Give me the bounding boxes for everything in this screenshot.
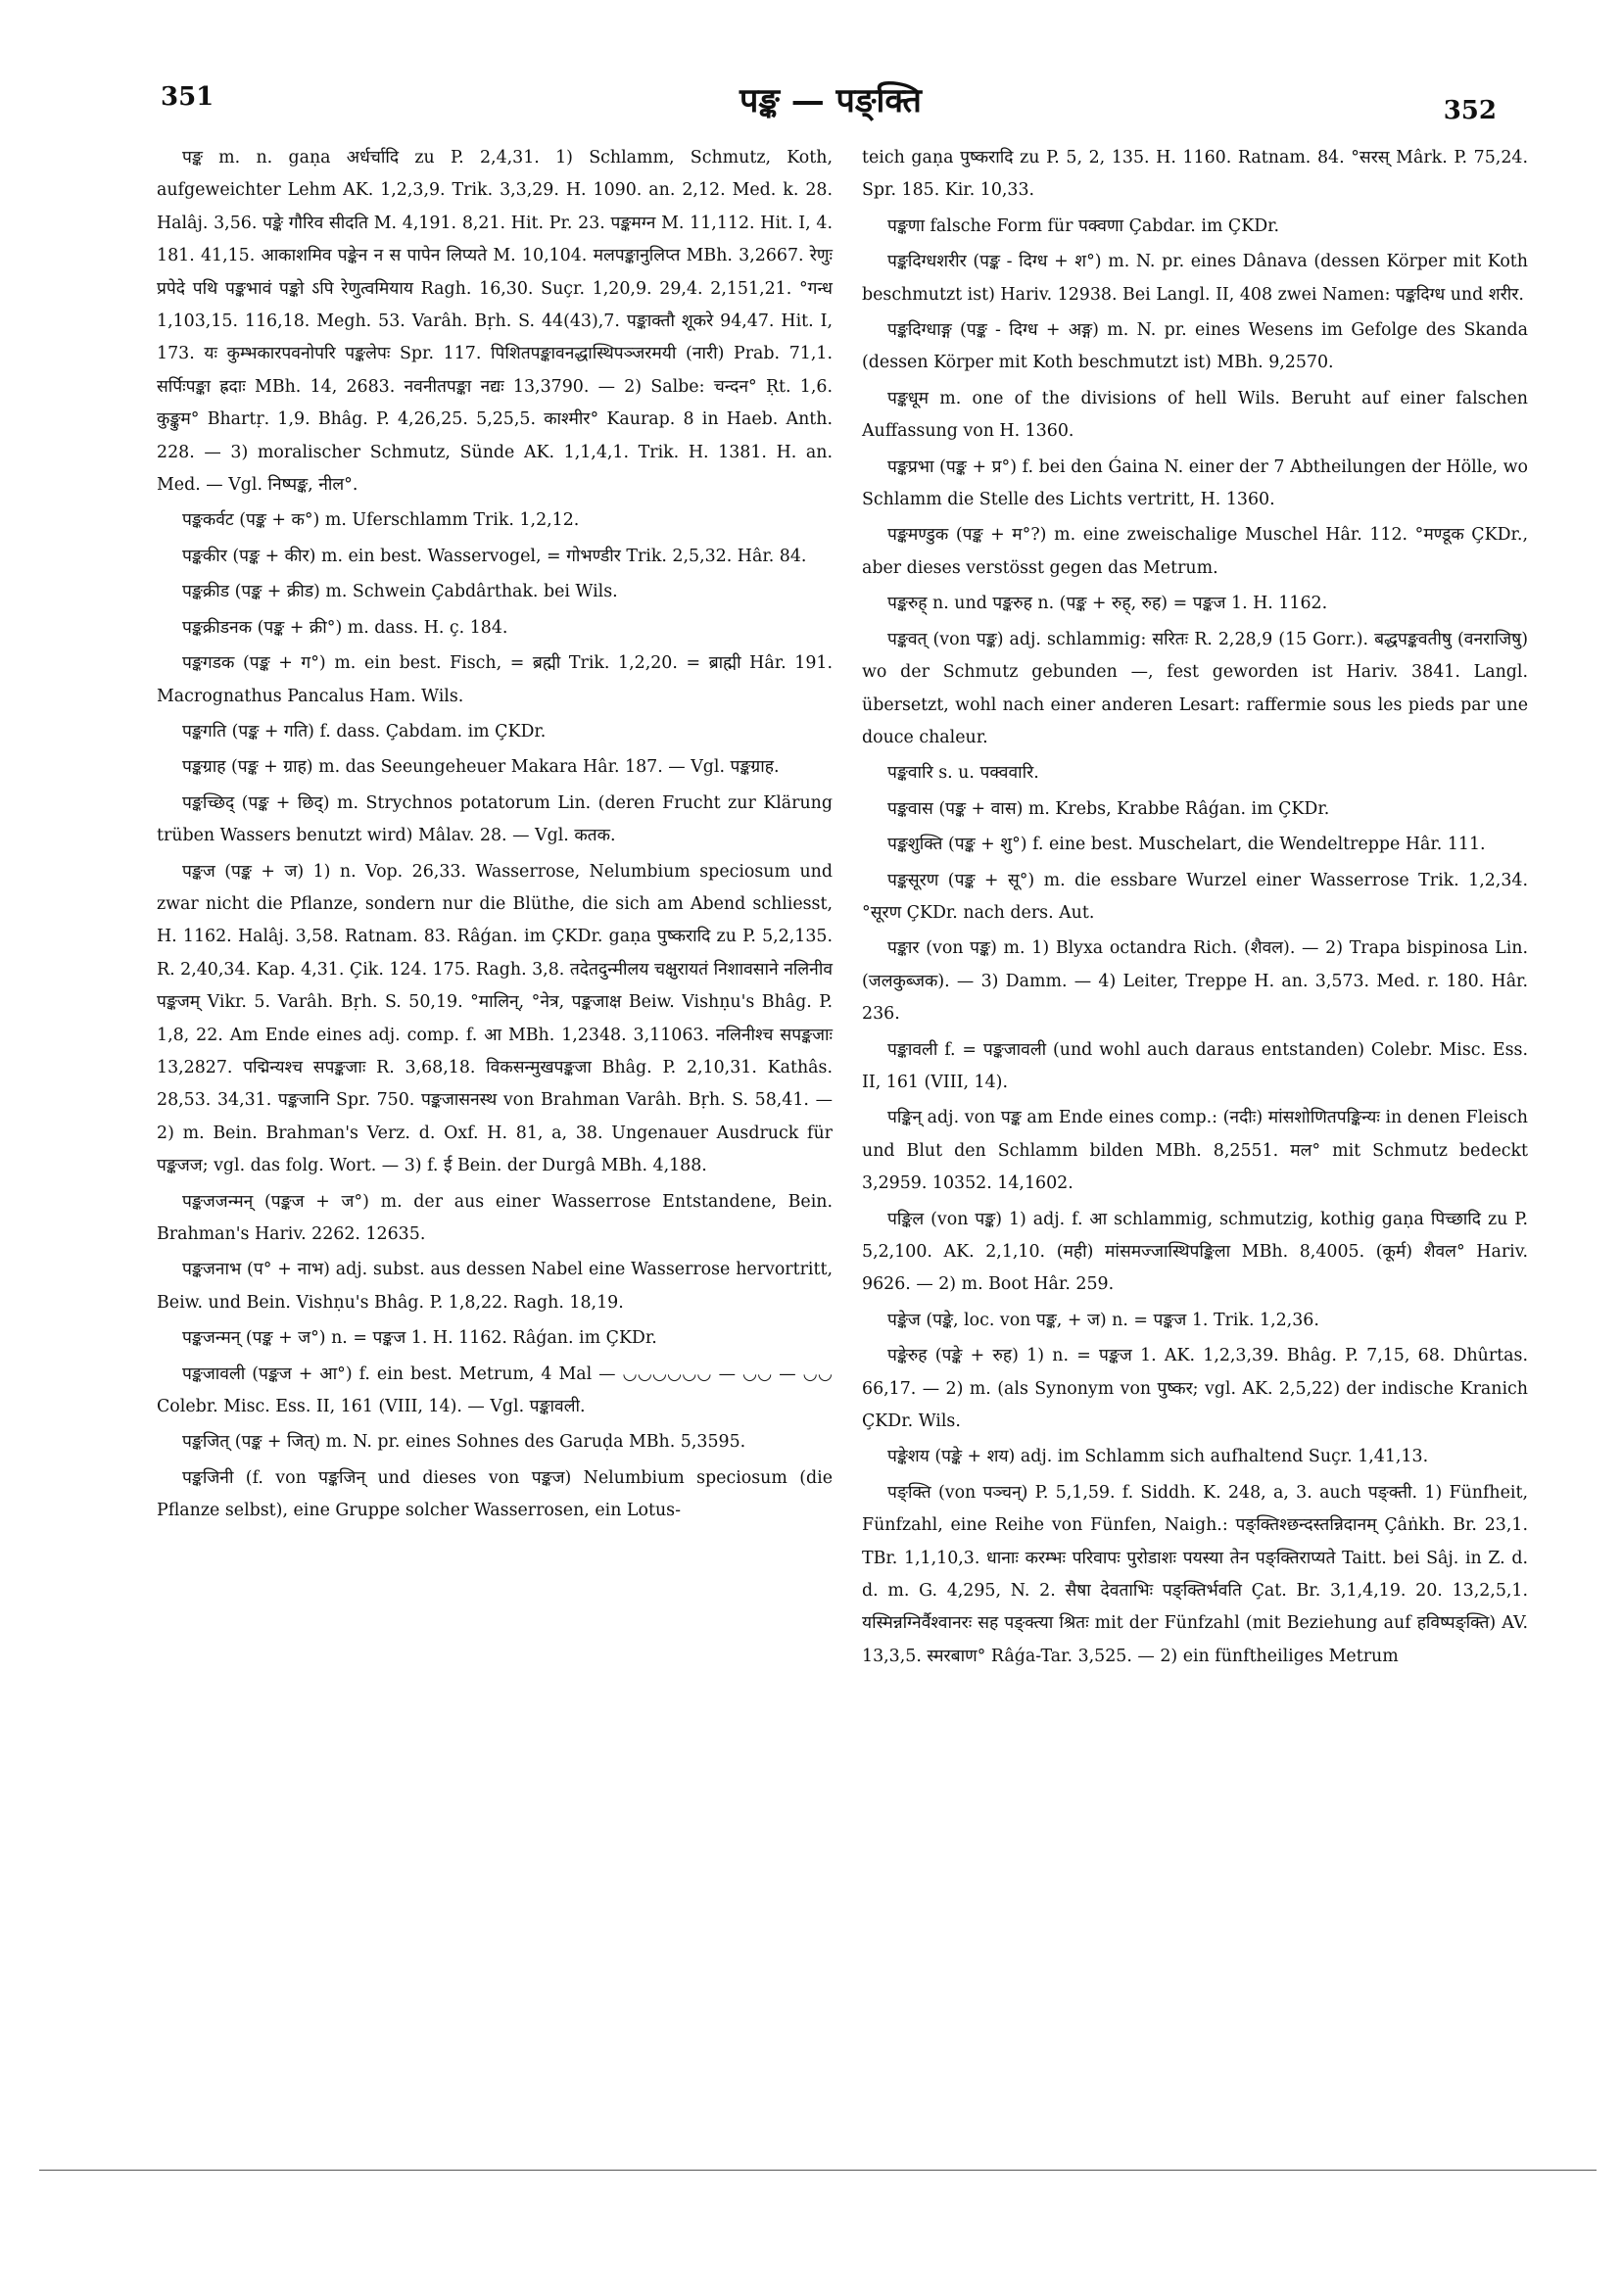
dictionary-entry: पङ्कवारि s. u. पक्ववारि. — [887, 763, 1039, 784]
dictionary-entry: पङ्ककर्वट (पङ्क + क°) m. Uferschlamm Trik. 1,2,12. — [182, 510, 580, 531]
dictionary-entry: पङ्किन् adj. von पङ्क am Ende eines comp.: (नदीः) मांसशोणितपङ्किन्यः in denen Fleisch und Blut den Schlamm bilden MBh. 8,2551. मल° mit Schmutz bedeckt 3,2959. 10352. 14,1602. — [862, 1108, 1528, 1194]
dictionary-entry: पङ्कदिग्धशरीर (पङ्क - दिग्ध + श°) m. N. pr. eines Dânava (dessen Körper mit Koth beschmutzt ist) Hariv. 12938. Bei Langl. II, 408 zwei Namen: पङ्कदिग्ध und शरीर. — [862, 252, 1528, 305]
dictionary-entry: पङ्कवास (पङ्क + वास) m. Krebs, Krabbe Râǵan. im ÇKDr. — [887, 798, 1330, 819]
dictionary-entry: पङ्ककीर (पङ्क + कीर) m. ein best. Wasservogel, = गोभण्डीर Trik. 2,5,32. Hâr. 84. — [182, 546, 807, 566]
dictionary-entry: पङ्कजावली (पङ्कज + आ°) f. ein best. Metrum, 4 Mal — ◡◡◡◡◡◡ — ◡◡ — ◡◡ Colebr. Misc. Ess. II, 161 (VIII, 14). — Vgl. पङ्कावली. — [157, 1363, 833, 1417]
dictionary-entry: पङ्कजनाभ (प° + नाभ) adj. subst. aus dessen Nabel eine Wasserrose hervortritt, Beiw. und Bein. Vishṇu's Bhâg. P. 1,8,22. Ragh. 18,19. — [157, 1260, 833, 1313]
dictionary-entry: पङ्कदिग्धाङ्ग (पङ्क - दिग्ध + अङ्ग) m. N. pr. eines Wesens im Gefolge des Skanda (dessen Körper mit Koth beschmutzt ist) MBh. 9,2570. — [862, 320, 1528, 373]
dictionary-entry: पङ्क m. n. gaṇa अर्धर्चादि zu P. 2,4,31. 1) Schlamm, Schmutz, Koth, aufgeweichter Lehm AK. 1,2,3,9. Trik. 3,3,29. H. 1090. an. 2,12. Med. k. 28. Halâj. 3,56. पङ्के गौरिव सीदति M. 4,191. 8,21. Hit. Pr. 23. पङ्कमग्न M. 11,112. Hit. I, 4. 181. 41,15. आकाशमिव पङ्केन न स पापेन लिप्यते M. 10,104. मलपङ्कानुलिप्त MBh. 3,2667. रेणुः प्रपेदे पथि पङ्कभावं पङ्को ऽपि रेणुत्वमियाय Ragh. 16,30. Suçr. 1,20,9. 29,4. 2,151,21. °गन्ध 1,103,15. 116,18. Megh. 53. Varâh. Bṛh. S. 44(43),7. पङ्काक्तौ शूकरे 94,47. Hit. I, 173. यः कुम्भकारपवनोपरि पङ्कलेपः Spr. 117. पिशितपङ्कावनद्धास्थिपञ्जरमयी (नारी) Prab. 71,1. सर्पिःपङ्का ह्रदाः MBh. 14, 2683. नवनीतपङ्का नद्यः 13,3790. — 2) Salbe: चन्दन° Ṛt. 1,6. कुङ्कुम° Bhartṛ. 1,9. Bhâg. P. 4,26,25. 5,25,5. काश्मीर° Kaurap. 8 in Haeb. Anth. 228. — 3) moralischer Schmutz, Sünde AK. 1,1,4,1. Trik. H. 1381. H. an. Med. — Vgl. निष्पङ्क, नील°. — [157, 148, 833, 496]
dictionary-entry: पङ्केशय (पङ्के + शय) adj. im Schlamm sich aufhaltend Suçr. 1,41,13. — [887, 1447, 1429, 1467]
dictionary-entry: पङ्कसूरण (पङ्क + सू°) m. die essbare Wurzel einer Wasserrose Trik. 1,2,34. °सूरण ÇKDr. nach ders. Aut. — [862, 870, 1528, 923]
dictionary-entry: पङ्कणा falsche Form für पक्वणा Çabdar. im ÇKDr. — [887, 215, 1280, 236]
right-column — [862, 142, 1528, 1676]
footer-rule — [39, 2170, 1597, 2171]
page-number-left: 351 — [161, 82, 215, 112]
dictionary-entry: पङ्कजजन्मन् (पङ्कज + ज°) m. der aus einer Wasserrose Entstandene, Bein. Brahman's Hariv. 2262. 12635. — [157, 1191, 833, 1244]
dictionary-entry: पङ्कग्राह (पङ्क + ग्राह) m. das Seeungeheuer Makara Hâr. 187. — Vgl. पङ्कग्राह. — [182, 757, 780, 778]
dictionary-entry: पङ्कवत् (von पङ्क) adj. schlammig: सरितः R. 2,28,9 (15 Gorr.). बद्धपङ्कवतीषु (वनराजिषु) wo der Schmutz gebunden —, fest geworden ist Hariv. 3841. Langl. übersetzt, wohl nach einer anderen Lesart: raffermie sous les pieds par une douce chaleur. — [862, 629, 1528, 747]
dictionary-entry: पङ्केज (पङ्के, loc. von पङ्क, + ज) n. = पङ्कज 1. Trik. 1,2,36. — [887, 1310, 1319, 1330]
dictionary-entry: पङ्कजन्मन् (पङ्क + ज°) n. = पङ्कज 1. H. 1162. Râǵan. im ÇKDr. — [182, 1328, 657, 1349]
dictionary-entry: पङ्कच्छिद् (पङ्क + छिद्) m. Strychnos potatorum Lin. (deren Frucht zur Klärung trüben Wassers benutzt wird) Mâlav. 28. — Vgl. कतक. — [157, 792, 833, 846]
dictionary-entry: पङ्कक्रीड (पङ्क + क्रीड) m. Schwein Çabdârthak. bei Wils. — [182, 582, 618, 602]
running-head: पङ्क — पङ्क्ति — [739, 81, 922, 120]
left-column — [157, 142, 833, 1531]
dictionary-entry: पङ्कावली f. = पङ्कजावली (und wohl auch daraus entstanden) Colebr. Misc. Ess. II, 161 (VIII, 14). — [862, 1039, 1528, 1092]
dictionary-entry: पङ्क्ति (von पञ्चन्) P. 5,1,59. f. Siddh. K. 248, a, 3. auch पङ्क्ती. 1) Fünfheit, Fünfzahl, eine Reihe von Fünfen, Naigh.: पङ्क्तिश्छन्दस्तन्निदानम् Çâṅkh. Br. 23,1. TBr. 1,1,10,3. धानाः करम्भः परिवापः पुरोडाशः पयस्या तेन पङ्क्तिराप्यते Taitt. bei Sâj. in Z. d. d. m. G. 4,295, N. 2. सैषा देवताभिः पङ्क्तिर्भवति Çat. Br. 3,1,4,19. 20. 13,2,5,1. यस्मिन्नग्निर्वैश्वानरः सह पङ्क्त्या श्रितः mit der Fünfzahl (mit Beziehung auf हविष्पङ्क्ति) AV. 13,3,5. स्मरबाण° Râǵa-Tar. 3,525. — 2) ein fünftheiliges Metrum — [862, 1482, 1528, 1666]
dictionary-entry: पङ्कजिनी (f. von पङ्कजिन् und dieses von पङ्कज) Nelumbium speciosum (die Pflanze selbst), eine Gruppe solcher Wasserrosen, ein Lotus- — [157, 1467, 833, 1521]
page-number-right: 352 — [1443, 96, 1497, 125]
dictionary-entry: पङ्कक्रीडनक (पङ्क + क्री°) m. dass. H. ç. 184. — [182, 617, 508, 638]
dictionary-entry: पङ्कगति (पङ्क + गति) f. dass. Çabdam. im ÇKDr. — [182, 721, 547, 741]
dictionary-entry: पङ्किल (von पङ्क) 1) adj. f. आ schlammig, schmutzig, kothig gaṇa पिच्छादि zu P. 5,2,100. AK. 2,1,10. (मही) मांसमज्जास्थिपङ्किला MBh. 8,4005. (कूर्म) शैवल° Hariv. 9626. — 2) m. Boot Hâr. 259. — [862, 1209, 1528, 1295]
dictionary-entry: पङ्कप्रभा (पङ्क + प्र°) f. bei den Ǵaina N. einer der 7 Abtheilungen der Hölle, wo Schlamm die Stelle des Lichts vertritt, H. 1360. — [862, 456, 1528, 510]
dictionary-entry: पङ्कमण्डुक (पङ्क + म°?) m. eine zweischalige Muschel Hâr. 112. °मण्डूक ÇKDr., aber dieses verstösst gegen das Metrum. — [862, 525, 1528, 578]
dictionary-entry: पङ्केरुह (पङ्के + रुह) 1) n. = पङ्कज 1. AK. 1,2,3,39. Bhâg. P. 7,15, 68. Dhûrtas. 66,17. — 2) m. (als Synonym von पुष्कर; vgl. AK. 2,5,22) der indische Kranich ÇKDr. Wils. — [862, 1346, 1528, 1432]
dictionary-entry: पङ्करुह् n. und पङ्करुह n. (पङ्क + रुह्, रुह) = पङ्कज 1. H. 1162. — [887, 594, 1328, 614]
dictionary-entry: पङ्कधूम m. one of the divisions of hell Wils. Beruht auf einer falschen Auffassung von H. 1360. — [862, 388, 1528, 442]
dictionary-entry: पङ्कशुक्ति (पङ्क + शु°) f. eine best. Muschelart, die Wendeltreppe Hâr. 111. — [887, 835, 1486, 855]
dictionary-entry: पङ्कार (von पङ्क) m. 1) Blyxa octandra Rich. (शैवल). — 2) Trapa bispinosa Lin. (जलकुब्जक). — 3) Damm. — 4) Leiter, Treppe H. an. 3,573. Med. r. 180. Hâr. 236. — [862, 938, 1528, 1025]
dictionary-entry: teich gaṇa पुष्करादि zu P. 5, 2, 135. H. 1160. Ratnam. 84. °सरस् Mârk. P. 75,24. Spr. 185. Kir. 10,33. — [862, 148, 1528, 201]
dictionary-entry: पङ्कगडक (पङ्क + ग°) m. ein best. Fisch, = ब्रह्मी Trik. 1,2,20. = ब्राह्मी Hâr. 191. Macrognathus Pancalus Ham. Wils. — [157, 653, 833, 706]
dictionary-entry: पङ्कज (पङ्क + ज) 1) n. Vop. 26,33. Wasserrose, Nelumbium speciosum und zwar nicht die Pflanze, sondern nur die Blüthe, die sich am Abend schliesst, H. 1162. Halâj. 3,58. Ratnam. 83. Râǵan. im ÇKDr. gaṇa पुष्करादि zu P. 5,2,135. R. 2,40,34. Kap. 4,31. Çik. 124. 175. Ragh. 3,8. तदेतदुन्मीलय चक्षुरायतं निशावसाने नलिनीव पङ्कजम् Vikr. 5. Varâh. Bṛh. S. 50,19. °मालिन्, °नेत्र, पङ्कजाक्ष Beiw. Vishṇu's Bhâg. P. 1,8, 22. Am Ende eines adj. comp. f. आ MBh. 1,2348. 3,11063. नलिनीश्च सपङ्कजाः 13,2827. पद्मिन्यश्च सपङ्कजाः R. 3,68,18. विकसन्मुखपङ्कजा Bhâg. P. 2,10,31. Kathâs. 28,53. 34,31. पङ्कजानि Spr. 750. पङ्कजासनस्थ von Brahman Varâh. Bṛh. S. 58,41. — 2) m. Bein. Brahman's Verz. d. Oxf. H. 81, a, 38. Ungenauer Ausdruck für पङ्कजज; vgl. das folg. Wort. — 3) f. ई Bein. der Durgâ MBh. 4,188. — [157, 861, 833, 1176]
page-header — [157, 76, 1504, 135]
dictionary-entry: पङ्कजित् (पङ्क + जित्) m. N. pr. eines Sohnes des Garuḍa MBh. 5,3595. — [182, 1432, 746, 1453]
